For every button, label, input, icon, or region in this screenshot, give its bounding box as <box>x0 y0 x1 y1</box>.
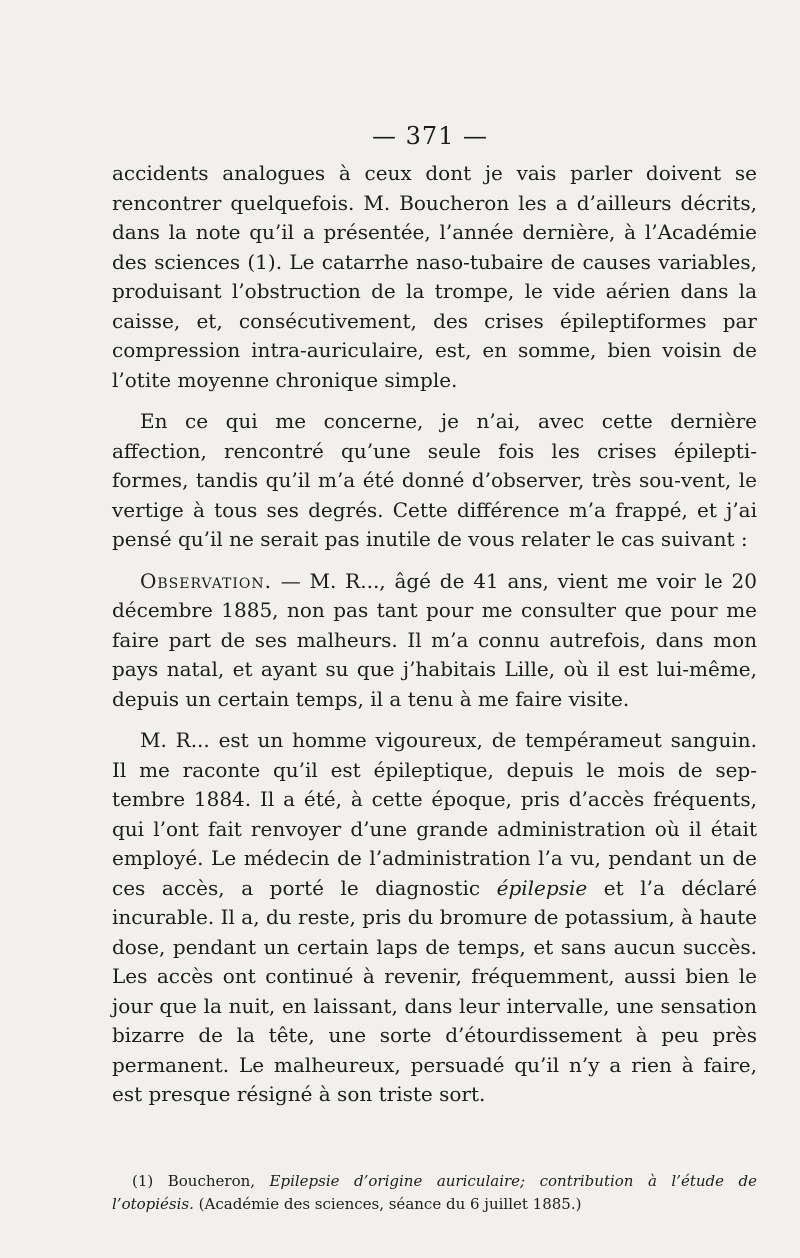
observation-paragraph-2 <box>112 726 757 1110</box>
paragraph-1: accidents analogues à ceux dont je vais parler doivent se rencontrer quelquefois. M. Boucheron les a d’ailleurs décrits, dans la note qu’il a présentée, l’année dernière, à l’Académie des sciences (1). Le catarrhe naso-tubaire de causes variables, produisant l’obstruction de la trompe, le vide aérien dans la caisse, et, consécutivement, des crises épileptiformes par compression intra-auriculaire, est, en somme, bien voisin de l’otite moyenne chronique simple. <box>112 161 757 392</box>
observation-text-b: et l’a déclaré incurable. Il a, du reste, pris du bromure de potassium, à haute dose, pendant un certain laps de temps, et sans aucun succès. Les accès ont continué à revenir, fréquemment, aussi bien le jour que la nuit, en laissant, dans leur intervalle, une sensation bizarre de la tête, une sorte d’étourdissement à peu près permanent. Le malheureux, persuadé qu’il n’y a rien à faire, est presque résigné à son triste sort. <box>112 875 757 1106</box>
observation-heading: Observation. <box>140 568 272 593</box>
paragraph-2: En ce qui me concerne, je n’ai, avec cette dernière affection, rencontré qu’une seule fois les crises épilepti-formes, tandis qu’il m’a été donné d’observer, très sou-vent, le vertige à tous ses degrés. Cette différence m’a frappé, et j’ai pensé qu’il ne serait pas inutile de vous relater le cas suivant : <box>112 409 757 551</box>
diagnosis-term: épilepsie <box>496 875 588 900</box>
footnote-source: (Académie des sciences, séance du 6 juillet 1885.) <box>193 1195 582 1213</box>
observation-paragraph <box>112 567 757 715</box>
footnotes <box>112 1170 757 1216</box>
observation-text: — M. R..., âgé de 41 ans, vient me voir le 20 décembre 1885, non pas tant pour me consulter que pour me faire part de ses malheurs. Il m’a connu autrefois, dans mon pays natal, et ayant su que j’habitais Lille, où il est lui-même, depuis un certain temps, il a tenu à me faire visite. <box>112 568 757 711</box>
footnote-title: Epilepsie d’origine auriculaire; contribution à l’étude de l’otopiésis. <box>112 1172 757 1213</box>
footnote-author: (1) Boucheron, <box>132 1172 270 1190</box>
page-number: — 371 — <box>371 122 489 150</box>
footnote-1 <box>112 1170 757 1216</box>
observation-text-a: M. R... est un homme vigoureux, de tempérameut sanguin. Il me raconte qu’il est épileptique, depuis le mois de sep-tembre 1884. Il a été, à cette époque, pris d’accès fréquents, qui l’ont fait renvoyer d’une grande administration où il était employé. Le médecin de l’administration l’a vu, pendant un de ces accès, a porté le diagnostic <box>112 728 757 900</box>
body-text <box>112 159 757 1122</box>
